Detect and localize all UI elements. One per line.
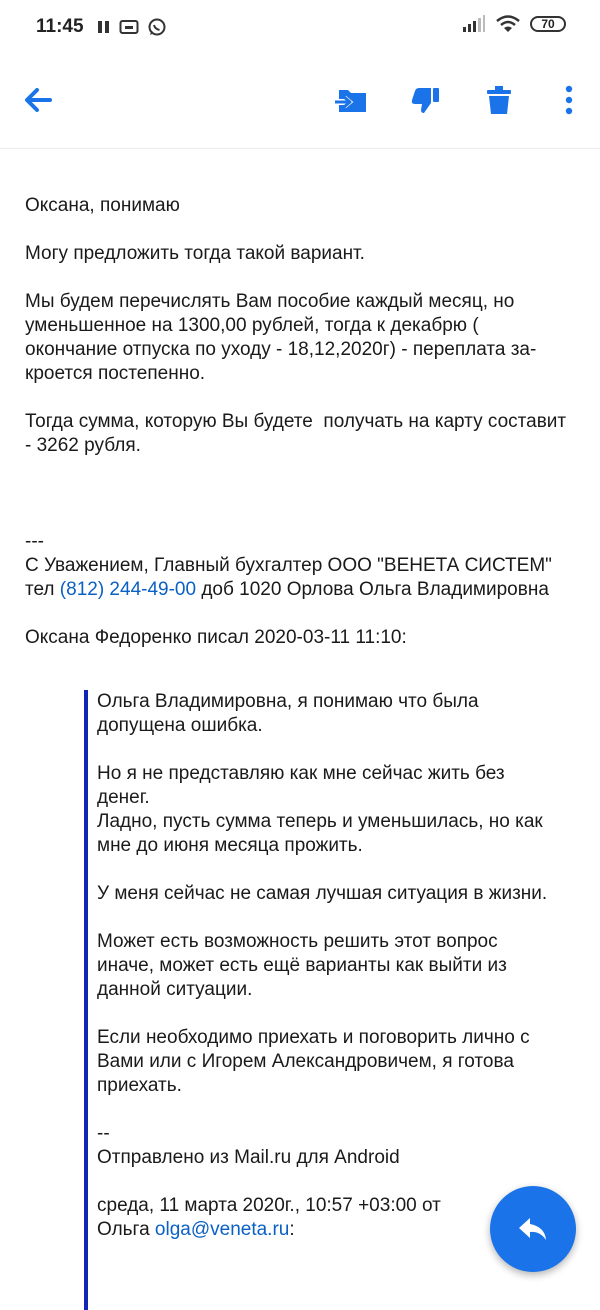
status-bar [0, 0, 600, 56]
quote-paragraph: Но я не представляю как мне сейчас жить без денег. Ладно, пусть сумма теперь и уменьшилась, но как мне до июня месяца прожить. [97, 763, 543, 856]
move-to-folder-button[interactable] [332, 80, 372, 120]
message-paragraph: Мы будем перечислять Вам пособие каждый месяц, но уменьшенное на 1300,00 рублей, тогда к декабрю ( окончание отпуска по уходу - 18,12,2020г) - переплата за-кроется постепенно. [25, 291, 537, 384]
status-time: 11:45 [36, 16, 84, 37]
quote-date: среда, 11 марта 2020г., 10:57 +03:00 от [97, 1195, 441, 1216]
quote-separator: -- [97, 1123, 110, 1144]
quote-paragraph: Ольга Владимировна, я понимаю что была допущена ошибка. [97, 691, 484, 736]
signal-icon [462, 15, 486, 33]
quote-from [97, 1218, 554, 1242]
more-options-button[interactable] [549, 80, 589, 120]
signature-tel-suffix: доб 1020 Орлова Ольга Владимировна [196, 579, 549, 600]
delete-button[interactable] [479, 80, 519, 120]
reply-header: Оксана Федоренко писал 2020-03-11 11:10: [25, 627, 407, 648]
quoted-message [84, 690, 554, 1310]
phone-link[interactable]: (812) 244-49-00 [59, 579, 197, 600]
quote-paragraph: У меня сейчас не самая лучшая ситуация в жизни. [97, 883, 548, 904]
more-vert-icon [564, 85, 574, 115]
wifi-icon [496, 15, 520, 33]
reply-button[interactable] [490, 1186, 576, 1272]
reply-icon [518, 1216, 548, 1242]
message-greeting: Оксана, понимаю [25, 195, 180, 216]
signature-separator: --- [25, 531, 44, 552]
spam-button[interactable] [406, 80, 446, 120]
quote-paragraph: Если необходимо приехать и поговорить лично с Вами или с Игорем Александровичем, я готова приехать. [97, 1027, 535, 1096]
toolbar [0, 56, 600, 149]
message-paragraph: Тогда сумма, которую Вы будете получать на карту составит - 3262 рубля. [25, 411, 572, 456]
whatsapp-icon [147, 17, 167, 37]
signature-line: С Уважением, Главный бухгалтер ООО "ВЕНЕТА СИСТЕМ" [25, 555, 552, 576]
signature-contact [25, 578, 575, 602]
battery-icon: 70 [530, 16, 566, 32]
quote-paragraph: Может есть возможность решить этот вопрос иначе, может есть ещё варианты как выйти из данной ситуации. [97, 931, 513, 1000]
status-left-icons [97, 17, 167, 37]
spam-icon [411, 85, 441, 115]
status-right-icons [462, 15, 566, 33]
email-link[interactable]: olga@veneta.ru [154, 1219, 290, 1240]
card-icon [119, 19, 139, 35]
message-body [25, 194, 575, 650]
back-arrow-icon [23, 86, 53, 114]
message-paragraph: Могу предложить тогда такой вариант. [25, 243, 365, 264]
quote-sent-from: Отправлено из Mail.ru для Android [97, 1147, 400, 1168]
quote-from-name: Ольга [97, 1219, 155, 1240]
pause-icon [97, 19, 111, 35]
signature-tel-prefix: тел [25, 579, 60, 600]
back-button[interactable] [18, 80, 58, 120]
move-to-folder-icon [335, 86, 369, 114]
quote-from-suffix: : [289, 1219, 295, 1240]
trash-icon [486, 85, 512, 115]
